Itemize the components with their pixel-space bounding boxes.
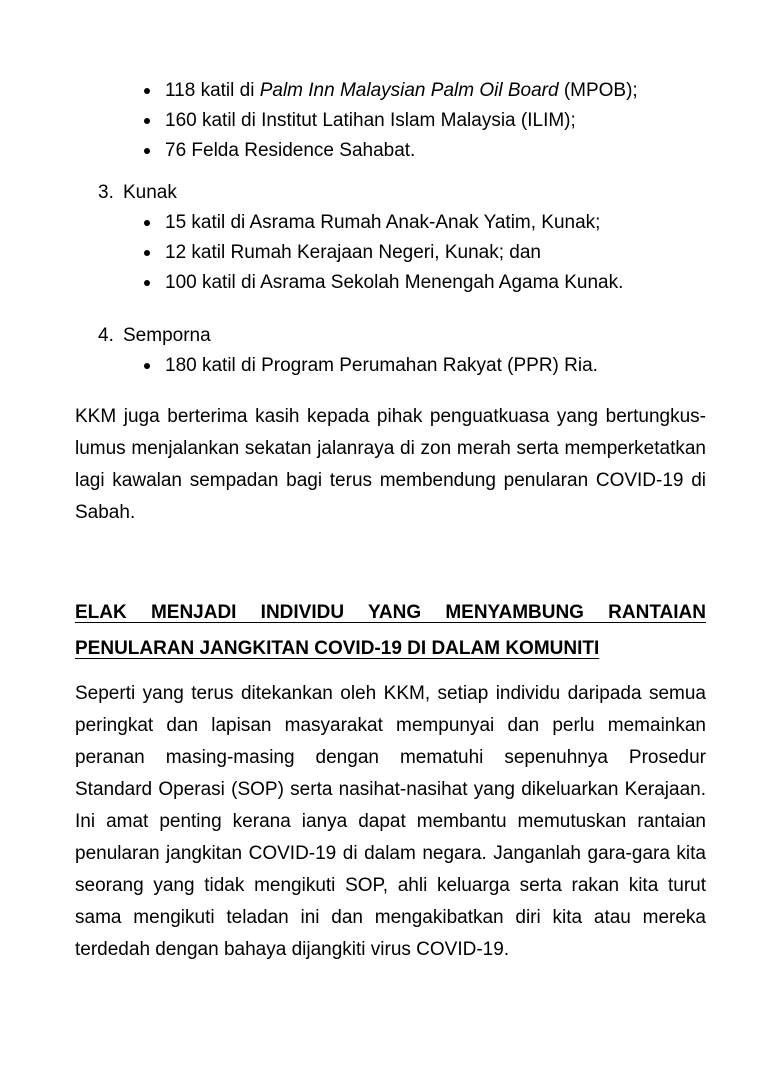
- list-item: [144, 238, 706, 268]
- list-item-text: 160 katil di Institut Latihan Islam Malaysia (ILIM);: [165, 110, 576, 131]
- item-number: 4.: [98, 325, 114, 346]
- item-title: Semporna: [123, 325, 211, 346]
- facility-name-italic: Palm Inn Malaysian Palm Oil Board: [259, 80, 559, 101]
- bullet-icon: [144, 280, 150, 286]
- list-item-text: 15 katil di Asrama Rumah Anak-Anak Yatim, Kunak;: [165, 212, 601, 233]
- item-number: 3.: [98, 182, 114, 203]
- bullet-icon: [144, 250, 150, 256]
- list-item-text: [165, 80, 638, 101]
- list-item-text: 180 katil di Program Perumahan Rakyat (PPR) Ria.: [165, 355, 598, 376]
- section-heading-line2: PENULARAN JANGKITAN COVID-19 DI DALAM KOMUNITI: [75, 638, 600, 659]
- numbered-item-kunak: [98, 178, 706, 208]
- bed-list-semporna: [75, 351, 706, 381]
- list-item: [144, 268, 706, 298]
- bullet-icon: [144, 220, 150, 226]
- list-item-text: 100 katil di Asrama Sekolah Menengah Agama Kunak.: [165, 272, 624, 293]
- list-item: [144, 76, 706, 106]
- list-item: [144, 208, 706, 238]
- list-item: [144, 106, 706, 136]
- list-item: [144, 136, 706, 166]
- numbered-item-semporna: [98, 321, 706, 351]
- section-heading-line1: ELAK MENJADI INDIVIDU YANG MENYAMBUNG RANTAIAN: [75, 602, 706, 623]
- bullet-icon: [144, 118, 150, 124]
- list-item: [144, 351, 706, 381]
- item-title: Kunak: [123, 182, 177, 203]
- bed-list-kunak: [75, 208, 706, 298]
- paragraph-kkm-thanks: KKM juga berterima kasih kepada pihak penguatkuasa yang bertungkus-lumus menjalankan sekatan jalanraya di zon merah serta memperketatkan lagi kawalan sempadan bagi terus membendung penularan COVID-19 di Sabah.: [75, 406, 706, 523]
- bed-list-group-1: [75, 76, 706, 166]
- paragraph-sop-reminder: Seperti yang terus ditekankan oleh KKM, setiap individu daripada semua peringkat dan lapisan masyarakat mempunyai dan perlu memainkan peranan masing-masing dengan mematuhi sepenuhnya Prosedur Standard Operasi (SOP) serta nasihat-nasihat yang dikeluarkan Kerajaan. Ini amat penting kerana ianya dapat membantu memutuskan rantaian penularan jangkitan COVID-19 di dalam negara. Janganlah gara-gara kita seorang yang tidak mengikuti SOP, ahli keluarga serta rakan kita turut sama mengikuti teladan ini dan mengakibatkan diri kita atau mereka terdedah dengan bahaya dijangkiti virus COVID-19.: [75, 683, 706, 960]
- bed-count-text: 118 katil di: [165, 80, 260, 101]
- list-item-text: 76 Felda Residence Sahabat.: [165, 140, 416, 161]
- list-item-text: 12 katil Rumah Kerajaan Negeri, Kunak; dan: [165, 242, 542, 263]
- bullet-icon: [144, 88, 150, 94]
- bullet-icon: [144, 363, 150, 369]
- facility-abbrev-text: (MPOB);: [558, 80, 638, 101]
- section-heading: [75, 595, 706, 667]
- bullet-icon: [144, 148, 150, 154]
